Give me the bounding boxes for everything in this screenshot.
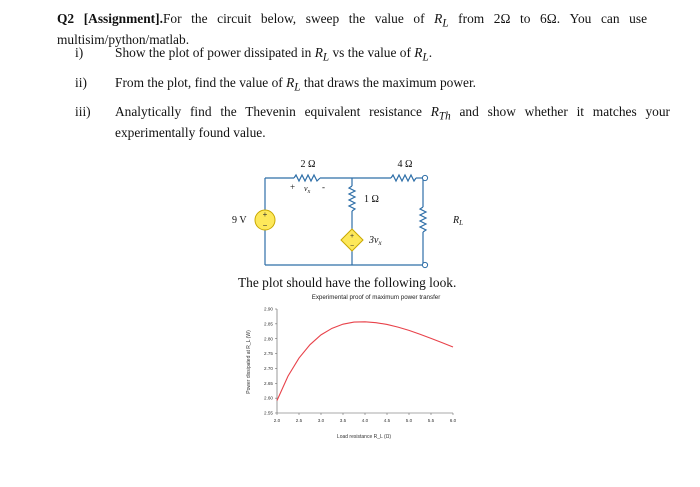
dep-plus: + bbox=[349, 233, 355, 240]
item-1-text-c: . bbox=[428, 45, 433, 60]
x-tick-label: 5.0 bbox=[405, 418, 413, 423]
item-2-text-b: that draws the maximum power. bbox=[300, 75, 477, 90]
y-tick-label: 2.55 bbox=[264, 410, 273, 416]
chart-title: Experimental proof of maximum power transfer bbox=[311, 294, 441, 301]
dep-minus: − bbox=[349, 243, 355, 250]
vx-label: $v_x$ bbox=[304, 184, 311, 195]
item-1-var-r: R bbox=[314, 45, 323, 60]
item-2-var-r: R bbox=[286, 75, 295, 90]
x-tick-label: 4.0 bbox=[361, 418, 369, 423]
y-tick-label: 2.80 bbox=[264, 336, 273, 342]
x-tick-label: 3.5 bbox=[339, 418, 347, 423]
question-sub-l: L bbox=[442, 17, 449, 30]
question-label: Q2 [Assignment]. bbox=[57, 11, 163, 26]
item-3-text-b: and show whether it matches your experimentally found value. bbox=[115, 104, 670, 140]
item-3-number: iii) bbox=[75, 104, 91, 119]
y-tick-label: 2.65 bbox=[264, 380, 273, 386]
item-1-text-a: Show the plot of power dissipated in bbox=[115, 45, 315, 60]
item-3-var-r: R bbox=[430, 104, 439, 119]
x-tick-label: 3.0 bbox=[317, 418, 325, 423]
r1-label: 2 Ω bbox=[300, 159, 316, 170]
vx-minus: - bbox=[322, 182, 325, 192]
item-2-sub-l: L bbox=[294, 81, 301, 94]
x-tick-label: 6.0 bbox=[449, 418, 457, 423]
chart-ylabel: Power dissipated at R_L (W) bbox=[246, 330, 252, 394]
rl-label: $R_L$ bbox=[453, 215, 464, 227]
y-tick-label: 2.60 bbox=[264, 395, 273, 401]
y-tick-label: 2.75 bbox=[264, 351, 273, 357]
r2-label: 4 Ω bbox=[397, 159, 413, 170]
plot-caption: The plot should have the following look. bbox=[238, 275, 457, 290]
item-1-sub-l2: L bbox=[422, 51, 429, 64]
r3-label: 1 Ω bbox=[364, 194, 379, 205]
item-2-text-a: From the plot, find the value of bbox=[115, 75, 287, 90]
item-1-number: i) bbox=[75, 45, 84, 60]
source-label: 9 V bbox=[232, 215, 247, 226]
dep-label: $3v_x$ bbox=[369, 235, 382, 247]
source-plus: + bbox=[262, 210, 268, 219]
item-2-number: ii) bbox=[75, 75, 87, 90]
x-tick-label: 5.5 bbox=[427, 418, 435, 423]
chart-series bbox=[277, 322, 453, 401]
item-3-rth-sub: Th bbox=[438, 110, 451, 123]
series-line-P_L bbox=[277, 322, 453, 401]
question-var-r: R bbox=[434, 11, 443, 26]
question-text-a: For the circuit below, sweep the value of bbox=[162, 11, 435, 26]
chart-xlabel: Load resistance R_L (Ω) bbox=[336, 434, 392, 440]
item-3-text-a: Analytically find the Thevenin equivalent resistance bbox=[115, 104, 431, 119]
item-1-text-b: vs the value of bbox=[329, 45, 415, 60]
y-tick-label: 2.70 bbox=[264, 366, 273, 372]
item-1-sub-l: L bbox=[322, 51, 330, 64]
chart-axes bbox=[264, 307, 457, 423]
item-1-var-r2: R bbox=[414, 45, 423, 60]
question-text-b: from 2Ω to 6Ω. You can use multisim/python/matlab. bbox=[57, 11, 648, 48]
x-tick-label: 2.5 bbox=[295, 418, 303, 423]
x-tick-label: 2.0 bbox=[273, 418, 281, 423]
source-minus: − bbox=[262, 221, 268, 230]
x-tick-label: 4.5 bbox=[383, 418, 391, 423]
y-tick-label: 2.85 bbox=[264, 321, 273, 327]
y-tick-label: 2.90 bbox=[264, 306, 273, 312]
vx-plus: + bbox=[290, 182, 296, 192]
